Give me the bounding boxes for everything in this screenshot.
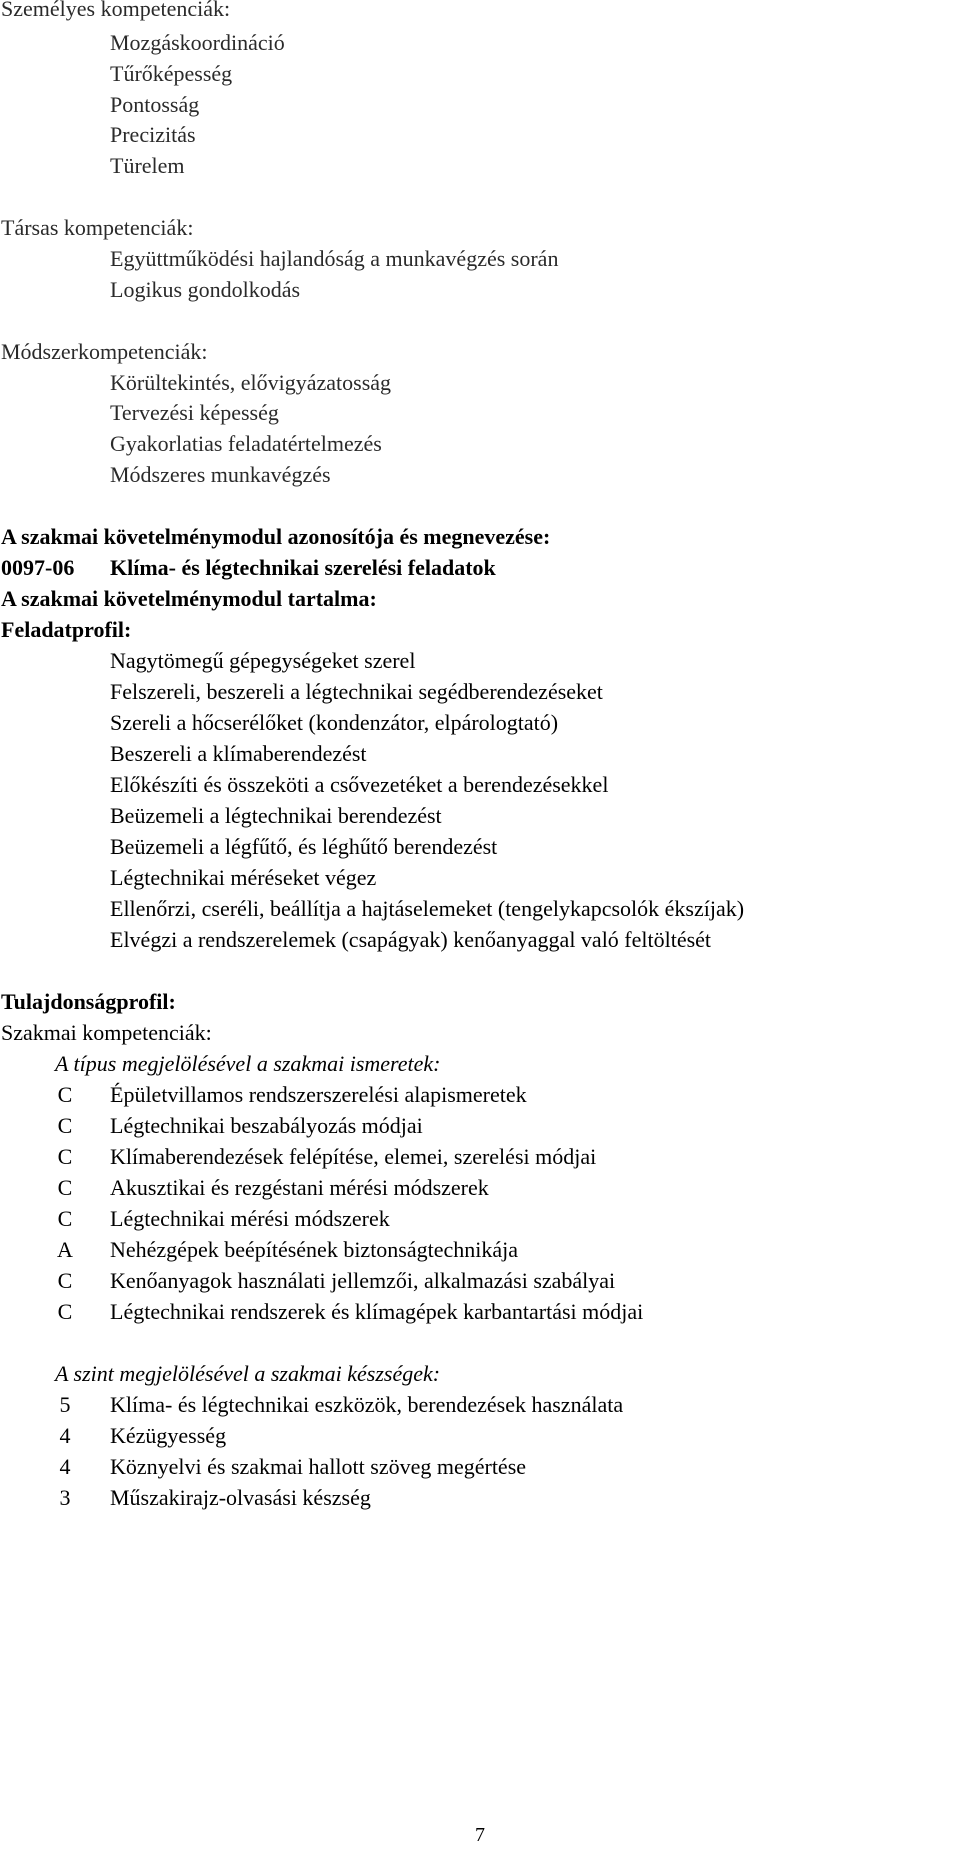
list-item: Tűrőképesség — [110, 61, 233, 86]
task-item: Beszereli a klímaberendezést — [110, 741, 367, 766]
knowledge-item: Légtechnikai mérési módszerek — [110, 1206, 390, 1231]
task-item: Előkészíti és összeköti a csővezetéket a berendezésekkel — [110, 772, 609, 797]
list-item: Tervezési képesség — [110, 400, 279, 425]
task-item: Szereli a hőcserélőket (kondenzátor, elpárologtató) — [110, 710, 559, 735]
skills-title: A szint megjelölésével a szakmai készségek: — [55, 1361, 441, 1386]
social-competencies-heading: Társas kompetenciák: — [1, 215, 194, 240]
personal-competencies-heading: Személyes kompetenciák: — [1, 0, 231, 21]
module-code: 0097-06 — [1, 555, 75, 580]
task-item: Nagytömegű gépegységeket szerel — [110, 648, 416, 673]
skill-level: 4 — [59, 1423, 71, 1448]
skill-level: 4 — [59, 1454, 71, 1479]
knowledge-item: Épületvillamos rendszerszerelési alapismeretek — [110, 1082, 527, 1107]
knowledge-type-code: C — [57, 1082, 73, 1107]
knowledge-type-code: C — [57, 1144, 73, 1169]
knowledge-type-code: C — [57, 1268, 73, 1293]
list-item: Módszeres munkavégzés — [110, 462, 331, 487]
list-item: Pontosság — [110, 92, 200, 117]
module-content-title: A szakmai követelménymodul tartalma: — [1, 586, 377, 611]
list-item: Logikus gondolkodás — [110, 277, 301, 302]
task-item: Légtechnikai méréseket végez — [110, 865, 377, 890]
task-item: Beüzemeli a légfűtő, és léghűtő berendezést — [110, 834, 498, 859]
professional-competencies-heading: Szakmai kompetenciák: — [1, 1020, 212, 1045]
knowledge-item: Légtechnikai rendszerek és klímagépek karbantartási módjai — [110, 1299, 644, 1324]
knowledge-type-code: C — [57, 1299, 73, 1324]
knowledge-type-code: A — [57, 1237, 73, 1262]
property-profile-title: Tulajdonságprofil: — [1, 989, 176, 1014]
page-number: 7 — [475, 1824, 485, 1846]
list-item: Türelem — [110, 153, 185, 178]
knowledge-type-code: C — [57, 1206, 73, 1231]
knowledge-type-code: C — [57, 1175, 73, 1200]
skill-level: 5 — [59, 1392, 71, 1417]
knowledge-item: Nehézgépek beépítésének biztonságtechnikája — [110, 1237, 519, 1262]
task-item: Ellenőrzi, cseréli, beállítja a hajtáselemeket (tengelykapcsolók ékszíjak) — [110, 896, 745, 921]
knowledge-title: A típus megjelölésével a szakmai ismeretek: — [55, 1051, 441, 1076]
task-item: Felszereli, beszereli a légtechnikai segédberendezéseket — [110, 679, 603, 704]
module-id-title: A szakmai követelménymodul azonosítója és megnevezése: — [1, 524, 551, 549]
task-item: Beüzemeli a légtechnikai berendezést — [110, 803, 442, 828]
knowledge-item: Légtechnikai beszabályozás módjai — [110, 1113, 423, 1138]
skill-item: Klíma- és légtechnikai eszközök, berendezések használata — [110, 1392, 624, 1417]
knowledge-item: Akusztikai és rezgéstani mérési módszerek — [110, 1175, 489, 1200]
skill-item: Köznyelvi és szakmai hallott szöveg megértése — [110, 1454, 527, 1479]
module-name: Klíma- és légtechnikai szerelési feladatok — [110, 555, 496, 580]
method-competencies-heading: Módszerkompetenciák: — [1, 339, 208, 364]
list-item: Mozgáskoordináció — [110, 30, 285, 55]
task-item: Elvégzi a rendszerelemek (csapágyak) kenőanyaggal való feltöltését — [110, 927, 712, 952]
list-item: Gyakorlatias feladatértelmezés — [110, 431, 382, 456]
task-profile-title: Feladatprofil: — [1, 617, 132, 642]
list-item: Együttműködési hajlandóság a munkavégzés során — [110, 246, 559, 271]
skill-level: 3 — [59, 1485, 71, 1510]
knowledge-type-code: C — [57, 1113, 73, 1138]
skill-item: Műszakirajz-olvasási készség — [110, 1485, 371, 1510]
list-item: Precizitás — [110, 122, 196, 147]
knowledge-item: Klímaberendezések felépítése, elemei, szerelési módjai — [110, 1144, 597, 1169]
knowledge-item: Kenőanyagok használati jellemzői, alkalmazási szabályai — [110, 1268, 616, 1293]
skill-item: Kézügyesség — [110, 1423, 227, 1448]
list-item: Körültekintés, elővigyázatosság — [110, 370, 392, 395]
